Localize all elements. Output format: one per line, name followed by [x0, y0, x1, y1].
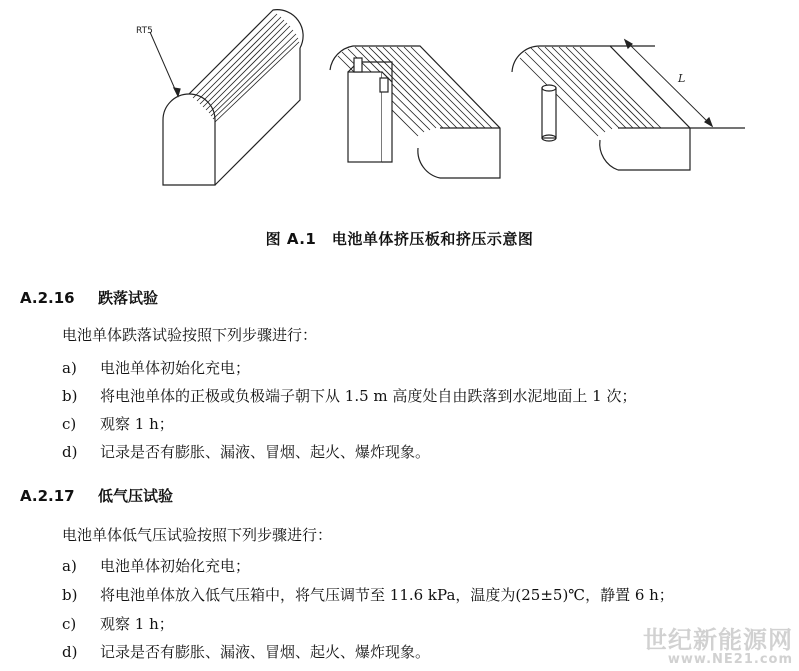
section-heading-drop-test — [20, 287, 158, 308]
section-number: A.2.16 — [20, 289, 75, 307]
label-rt5: RT5 — [136, 26, 153, 36]
figure-caption: 图 A.1 电池单体挤压板和挤压示意图 — [265, 230, 534, 248]
watermark — [643, 627, 793, 667]
section-number: A.2.17 — [20, 487, 75, 505]
crush-cylinder-cell-sketch — [512, 40, 745, 170]
list-item: b) 将电池单体放入低气压箱中，将气压调节至 11.6 kPa，温度为(25±5)℃，静置 6 h； — [62, 586, 674, 604]
list-item: d) 记录是否有膨胀、漏液、冒烟、起火、爆炸现象。 — [62, 443, 431, 461]
list-item: c) 观察 1 h； — [62, 615, 174, 633]
list-item: c) 观察 1 h； — [62, 415, 174, 433]
list-item: d) 记录是否有膨胀、漏液、冒烟、起火、爆炸现象。 — [62, 643, 431, 661]
watermark-url: www.NE21.com — [667, 652, 793, 667]
section-title: 低气压试验 — [98, 487, 174, 505]
section-intro: 电池单体低气压试验按照下列步骤进行： — [62, 526, 333, 544]
section-title: 跌落试验 — [98, 289, 159, 307]
list-item: a) 电池单体初始化充电； — [62, 557, 251, 575]
crush-vertical-cell-sketch — [330, 46, 500, 178]
label-l: L — [678, 72, 686, 85]
list-item: a) 电池单体初始化充电； — [62, 359, 251, 377]
list-item: b) 将电池单体的正极或负极端子朝下从 1.5 m 高度处自由跌落到水泥地面上 1 次； — [62, 387, 637, 405]
figure-a1 — [0, 0, 799, 200]
watermark-title: 世纪新能源网 — [643, 626, 793, 654]
section-intro: 电池单体跌落试验按照下列步骤进行： — [62, 326, 318, 344]
section-heading-low-pressure-test — [20, 485, 173, 506]
crush-plate-sketch — [150, 10, 303, 185]
